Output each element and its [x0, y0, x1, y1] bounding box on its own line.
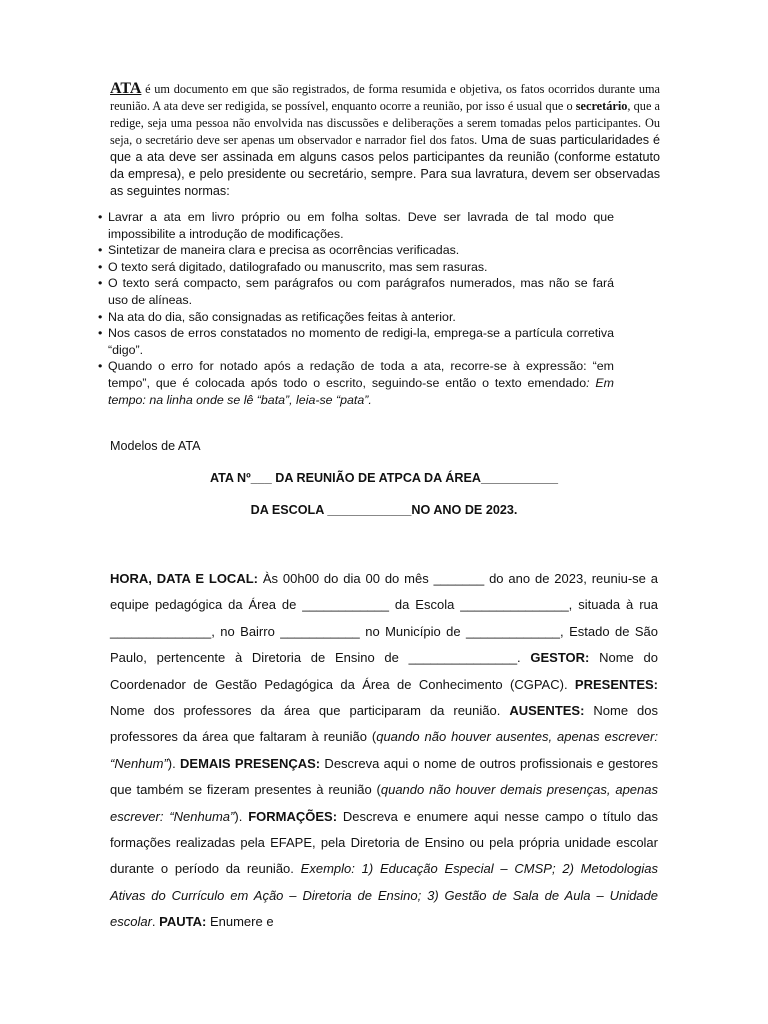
text-formacoes: Descreva e enumere aqui nesse campo o título das formações realizadas pela EFAPE, pela Diretoria de Ensino ou pela própria unidade escolar durante o período da reunião.	[110, 808, 658, 877]
bullet-icon: •	[98, 359, 103, 374]
bullet-icon: •	[98, 210, 103, 224]
label-presentes: PRESENTES:	[574, 676, 658, 692]
list-item	[98, 309, 614, 326]
bullet-icon: •	[98, 259, 103, 274]
italic-ausentes: quando não houver ausentes, apenas escrever: “Nenhum”	[110, 729, 658, 771]
text-formacoes-end: .	[151, 914, 160, 930]
text-presentes: Nome dos professores da área que participaram da reunião.	[110, 703, 510, 719]
rule-text: Sintetizar de maneira clara e precisa as ocorrências verificadas.	[108, 243, 460, 258]
text-ausentes-end: ).	[167, 755, 181, 771]
bullet-icon: •	[98, 276, 103, 291]
label-pauta: PAUTA:	[159, 914, 207, 930]
rule-text: O texto será digitado, datilografado ou manuscrito, mas sem rasuras.	[108, 259, 488, 274]
bullet-icon: •	[98, 243, 103, 258]
label-ausentes: AUSENTES:	[509, 703, 585, 719]
intro-text-3: Uma de suas particularidades é que a ata deve ser assinada em alguns casos pelos participantes da reunião (conforme estatuto da empresa), e pelo presidente ou secretário, sempre. Para sua lavratura, devem ser observadas as seguintes normas:	[110, 133, 660, 198]
text-ausentes: Nome dos professores da área que faltaram à reunião (	[110, 703, 658, 745]
bullet-icon: •	[98, 326, 103, 341]
ata-heading-line-1: ATA Nº___ DA REUNIÃO DE ATPCA DA ÁREA___________	[210, 471, 558, 485]
text-hora-data-local: Às 00h00 do dia 00 do mês _______ do ano de 2023, reuniu-se a equipe pedagógica da Área de ____________ da Escola _______________, situada à rua ______________, no Bairro ___________ no Município de _____________, Estado de São Paulo, pertencente à Diretoria de Ensino de _______________.	[110, 571, 659, 666]
label-gestor: GESTOR:	[530, 650, 590, 666]
text-pauta: Enumere e	[206, 914, 274, 930]
intro-text-2: , que a redige, seja uma pessoa não envolvida nas discussões e deliberações a serem tomadas pelos participantes. Ou seja, o secretário deve ser apenas um observador e narrador fiel dos fatos.	[110, 99, 661, 147]
intro-paragraph	[110, 80, 660, 200]
list-item	[98, 242, 614, 259]
rule-text: Na ata do dia, são consignadas as retificações feitas à anterior.	[108, 309, 456, 324]
label-hora-data-local: HORA, DATA E LOCAL:	[110, 571, 258, 586]
term-ata: ATA	[110, 80, 142, 97]
text-demais-presencas-end: ).	[234, 808, 249, 824]
list-item	[98, 259, 614, 276]
list-item	[98, 275, 614, 308]
ata-heading-line-2: DA ESCOLA ____________NO ANO DE 2023.	[250, 503, 518, 517]
intro-text-1: é um documento em que são registrados, de forma resumida e objetiva, os fatos ocorridos durante uma reunião. A ata deve ser redigida, se possível, enquanto ocorre a reunião, por isso é usual que o	[110, 82, 660, 113]
list-item	[98, 325, 614, 358]
italic-formacoes-example: Exemplo: 1) Educação Especial – CMSP; 2) Metodologias Ativas do Currículo em Ação – Diretoria de Ensino; 3) Gestão de Sala de Aula – Unidade escolar	[110, 861, 658, 930]
term-secretario: secretário	[575, 99, 628, 113]
italic-demais-presencas: quando não houver demais presenças, apenas escrever: “Nenhuma”	[110, 782, 658, 824]
rule-text: Quando o erro for notado após a redação de toda a ata, recorre-se à expressão: “em tempo”, que é colocada após todo o escrito, seguindo-se então o texto emendado	[108, 359, 614, 390]
text-demais-presencas: Descreva aqui o nome de outros profissionais e gestores que também se fizeram presentes à reunião (	[110, 755, 658, 798]
rule-text: O texto será compacto, sem parágrafos ou com parágrafos numerados, mas não se fará uso de alíneas.	[108, 276, 614, 307]
rule-text: Lavrar a ata em livro próprio ou em folha soltas. Deve ser lavrada de tal modo que impossibilite a introdução de modificações.	[108, 210, 614, 241]
list-item	[98, 209, 614, 242]
label-formacoes: FORMAÇÕES:	[248, 808, 338, 824]
text-gestor: Nome do Coordenador de Gestão Pedagógica da Área de Conhecimento (CGPAC).	[110, 650, 658, 692]
list-item	[98, 358, 614, 408]
bullet-icon: •	[98, 309, 103, 324]
models-label: Modelos de ATA	[110, 439, 201, 453]
label-demais-presencas: DEMAIS PRESENÇAS:	[180, 755, 321, 771]
ata-model-body	[110, 566, 658, 936]
rule-example: : Em tempo: na linha onde se lê “bata”, leia-se “pata”.	[108, 375, 614, 407]
rules-list	[98, 209, 614, 408]
rule-text: Nos casos de erros constatados no momento de redigi-la, emprega-se a partícula corretiva “digo”.	[108, 326, 614, 357]
